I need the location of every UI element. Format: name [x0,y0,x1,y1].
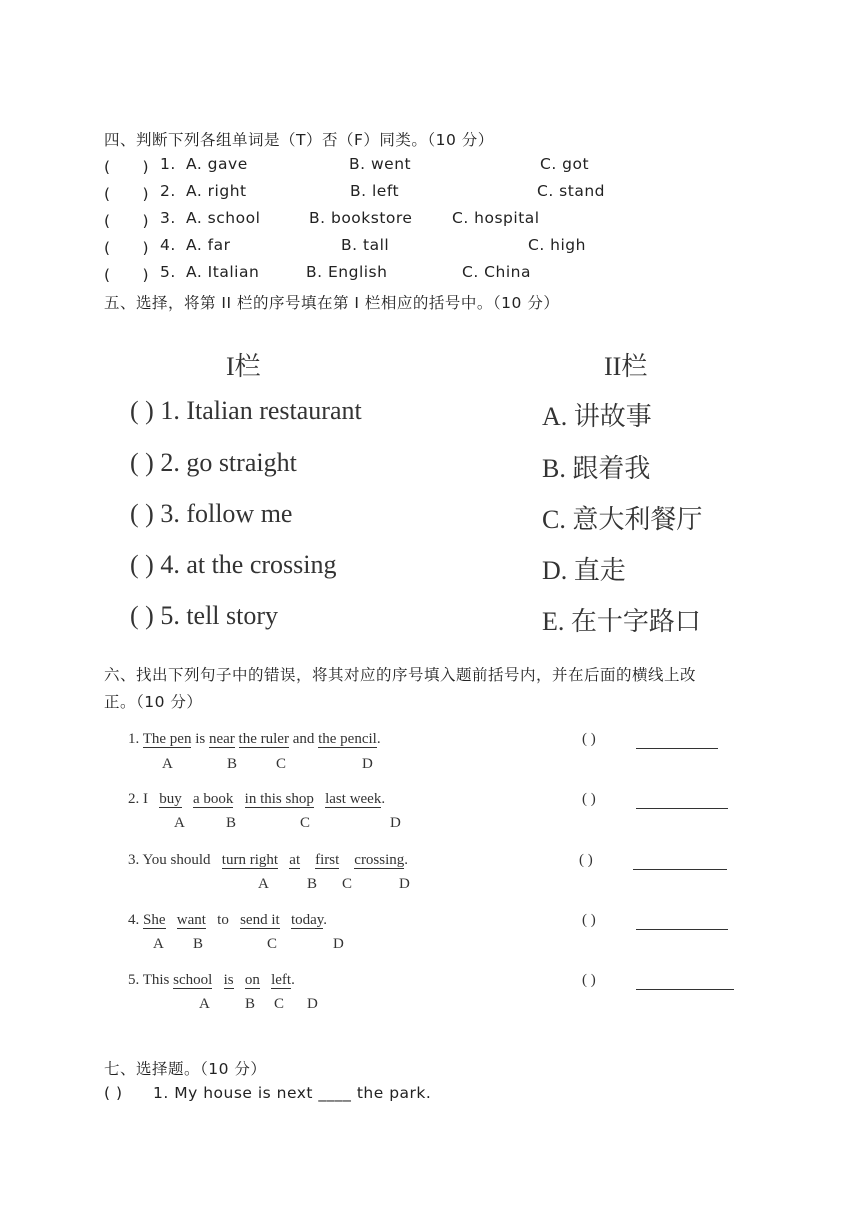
question-number: 3. You should [128,852,211,868]
label-b: B [193,936,204,952]
label-a: A [199,996,210,1012]
underlined-part-a: buy [159,791,182,807]
underlined-part-c: first [315,852,340,868]
answer-paren: ( ) [104,239,150,257]
match-right-item: D. 直走 [542,556,626,585]
item-number: 3. [160,209,176,227]
item-number: 4. [160,236,176,254]
underlined-part-c: the ruler [238,731,289,747]
label-d: D [390,815,401,831]
underlined-part-d: the pencil [318,731,377,747]
item-number: 2. [160,182,176,200]
underlined-part-b: at [289,852,301,868]
answer-line[interactable] [636,975,734,990]
underlined-part-a: She [143,912,166,928]
underlined-part-a: school [173,972,213,988]
match-right-item: E. 在十字路口 [542,607,701,636]
label-b: B [245,996,256,1012]
option-a: A. gave [186,155,248,173]
label-c: C [276,756,287,772]
section4-title: 四、判断下列各组单词是（T）否（F）同类。（10 分） [104,131,494,149]
label-a: A [258,876,269,892]
option-c: C. high [528,236,586,254]
match-left-item: ( ) 2. go straight [130,448,297,477]
label-b: B [307,876,318,892]
sentence-end: . [323,912,328,928]
answer-paren: ( ) [582,912,596,928]
underlined-part-d: left [271,972,292,988]
question-number: 1. [128,731,140,747]
match-left-item: ( ) 1. Italian restaurant [130,396,362,425]
underlined-part-c: send it [240,912,280,928]
item-number: 1. [160,155,176,173]
underlined-part-a: turn right [221,852,279,868]
underlined-part-b: want [176,912,206,928]
question-number: 5. This [128,972,170,988]
answer-paren: ( ) [104,158,150,176]
label-c: C [267,936,278,952]
option-b: B. bookstore [309,209,413,227]
plain-word: to [217,912,229,928]
label-c: C [274,996,285,1012]
option-b: B. English [306,263,388,281]
match-right-item: B. 跟着我 [542,454,651,483]
option-b: B. tall [341,236,390,254]
underlined-part-d: last week [325,791,382,807]
match-right-item: A. 讲故事 [542,402,652,431]
label-a: A [174,815,185,831]
column1-header: I栏 [226,352,261,381]
label-d: D [307,996,318,1012]
section7-title: 七、选择题。（10 分） [104,1060,267,1078]
option-b: B. went [349,155,412,173]
option-b: B. left [350,182,400,200]
answer-line[interactable] [633,855,727,870]
underlined-part-b: near [208,731,235,747]
label-d: D [333,936,344,952]
label-c: C [342,876,353,892]
answer-paren: ( ) [582,731,596,747]
match-left-item: ( ) 4. at the crossing [130,550,337,579]
error-question-2 [128,791,385,808]
option-a: A. far [186,236,231,254]
column2-header: II栏 [604,352,648,381]
answer-paren: ( ) [579,852,593,868]
answer-paren: ( ) [104,266,150,284]
underlined-part-d: crossing [354,852,405,868]
answer-line[interactable] [636,794,728,809]
label-a: A [153,936,164,952]
question-text: 1. My house is next ____ the park. [153,1084,432,1102]
error-question-4 [128,912,327,929]
answer-paren: ( ) [582,791,596,807]
question-number: 2. I [128,791,148,807]
underlined-part-a: The pen [142,731,192,747]
error-question-1 [128,731,381,748]
sentence-end: . [381,791,386,807]
answer-paren: ( ) [104,185,150,203]
option-a: A. right [186,182,247,200]
label-d: D [362,756,373,772]
match-left-item: ( ) 3. follow me [130,499,293,528]
underlined-part-c: in this shop [244,791,314,807]
label-c: C [300,815,311,831]
option-c: C. hospital [452,209,540,227]
label-b: B [227,756,238,772]
question-number: 4. [128,912,140,928]
option-c: C. got [540,155,590,173]
underlined-part-b: is [223,972,234,988]
error-question-5 [128,972,295,989]
section6-title-line1: 六、找出下列句子中的错误，将其对应的序号填入题前括号内，并在后面的横线上改 [104,666,697,684]
option-c: C. China [462,263,531,281]
section5-title: 五、选择，将第 II 栏的序号填在第 I 栏相应的括号中。（10 分） [104,294,560,312]
underlined-part-d: today [290,912,324,928]
sentence-end: . [376,731,381,747]
section6-title-line2: 正。（10 分） [104,693,203,711]
underlined-part-c: on [244,972,260,988]
match-right-item: C. 意大利餐厅 [542,505,703,534]
option-a: A. school [186,209,261,227]
answer-paren: ( ) [104,212,150,230]
match-left-item: ( ) 5. tell story [130,601,279,630]
option-c: C. stand [537,182,605,200]
plain-word: and [292,731,315,747]
error-question-3 [128,852,408,869]
item-number: 5. [160,263,176,281]
answer-paren: ( ) [104,1084,123,1102]
underlined-part-b: a book [193,791,234,807]
option-a: A. Italian [186,263,260,281]
answer-line[interactable] [636,915,728,930]
plain-word: is [195,731,206,747]
label-d: D [399,876,410,892]
label-b: B [226,815,237,831]
sentence-end: . [291,972,295,988]
answer-paren: ( ) [582,972,596,988]
sentence-end: . [404,852,409,868]
answer-line[interactable] [636,734,718,749]
label-a: A [162,756,173,772]
